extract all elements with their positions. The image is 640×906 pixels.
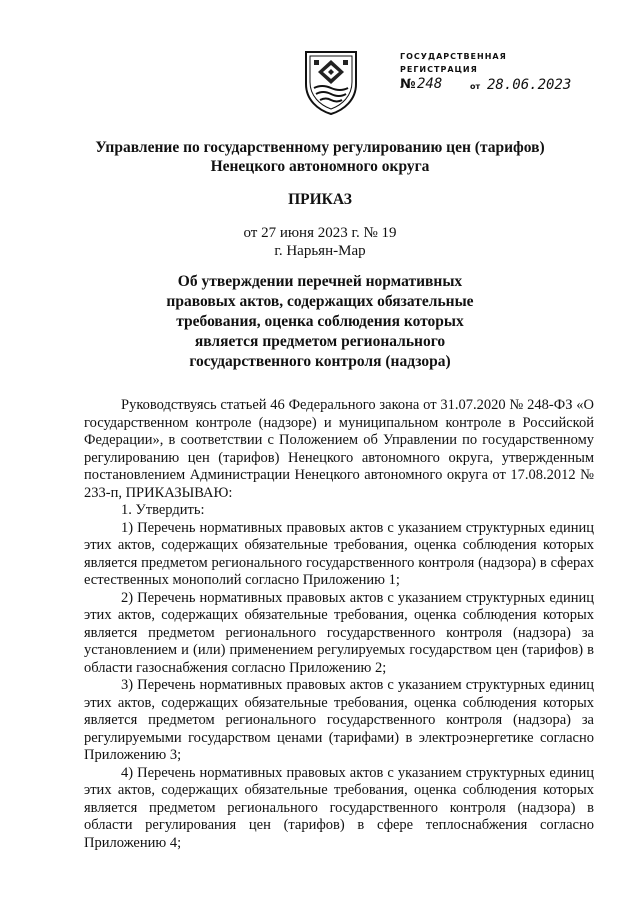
stamp-number-label: № <box>400 77 416 92</box>
subject-line3: требования, оценка соблюдения которых <box>176 313 464 330</box>
subject-line1: Об утверждении перечней нормативных <box>177 273 463 290</box>
registration-stamp <box>400 52 600 102</box>
stamp-line2: РЕГИСТРАЦИЯ <box>400 65 478 74</box>
subitem-1-paragraph: 1) Перечень нормативных правовых актов с указанием структурных единиц этих актов, содержащих обязательные требования, оценка соблюдения которых является предметом регионального государственного контроля (надзора) в сферах естественных монополий согласно Приложению 1; <box>84 519 594 588</box>
item-1-paragraph: 1. Утвердить: <box>121 502 205 518</box>
stamp-number: 248 <box>417 76 443 92</box>
stamp-date-label: от <box>470 82 481 91</box>
department-line2: Ненецкого автономного округа <box>210 158 430 175</box>
preamble-paragraph: Руководствуясь статьей 46 Федерального закона от 31.07.2020 № 248-ФЗ «О государственном контроле (надзоре) и муниципальном контроле в Российской Федерации», в соответствии с Положением об Управлении по государственному регулированию цен (тарифов) Ненецкого автономного округа, утвержденным постановлением Администрации Ненецкого автономного округа от 17.08.2012 № 233-п, ПРИКАЗЫВАЮ: <box>84 397 594 501</box>
coat-of-arms-emblem <box>300 48 362 116</box>
order-date-number: от 27 июня 2023 г. № 19 <box>243 225 397 241</box>
subject-line4: является предметом регионального <box>194 333 446 350</box>
subitem-4-paragraph: 4) Перечень нормативных правовых актов с указанием структурных единиц этих актов, содержащих обязательные требования, оценка соблюдения которых является предметом регионального государственного контроля (надзора) в области регулирования цен (тарифов) в сфере теплоснабжения согласно Приложению 4; <box>84 764 594 851</box>
subitem-2-paragraph: 2) Перечень нормативных правовых актов с указанием структурных единиц этих актов, содержащих обязательные требования, оценка соблюдения которых является предметом регионального государственного контроля (надзора) за установлением и (или) применением регулируемых государством цен (тарифов) в области газоснабжения согласно Приложению 2; <box>84 589 594 676</box>
subject-line2: правовых актов, содержащих обязательные <box>166 293 474 310</box>
order-city: г. Нарьян-Мар <box>274 243 366 259</box>
subject-line5: государственного контроля (надзора) <box>189 353 451 370</box>
department-name <box>60 138 580 176</box>
subitem-3-paragraph: 3) Перечень нормативных правовых актов с указанием структурных единиц этих актов, содержащих обязательные требования, оценка соблюдения которых является предметом регионального государственного контроля (надзора) за регулируемыми государством ценами (тарифами) в электроэнергетике согласно Приложению 3; <box>84 677 594 763</box>
order-body <box>84 397 594 852</box>
document-title: ПРИКАЗ <box>288 191 352 208</box>
order-date-block <box>60 224 580 260</box>
stamp-line1: ГОСУДАРСТВЕННАЯ <box>400 52 507 61</box>
order-subject <box>60 272 580 372</box>
stamp-date: 28.06.2023 <box>487 77 572 93</box>
department-line1: Управление по государственному регулированию цен (тарифов) <box>95 139 545 156</box>
